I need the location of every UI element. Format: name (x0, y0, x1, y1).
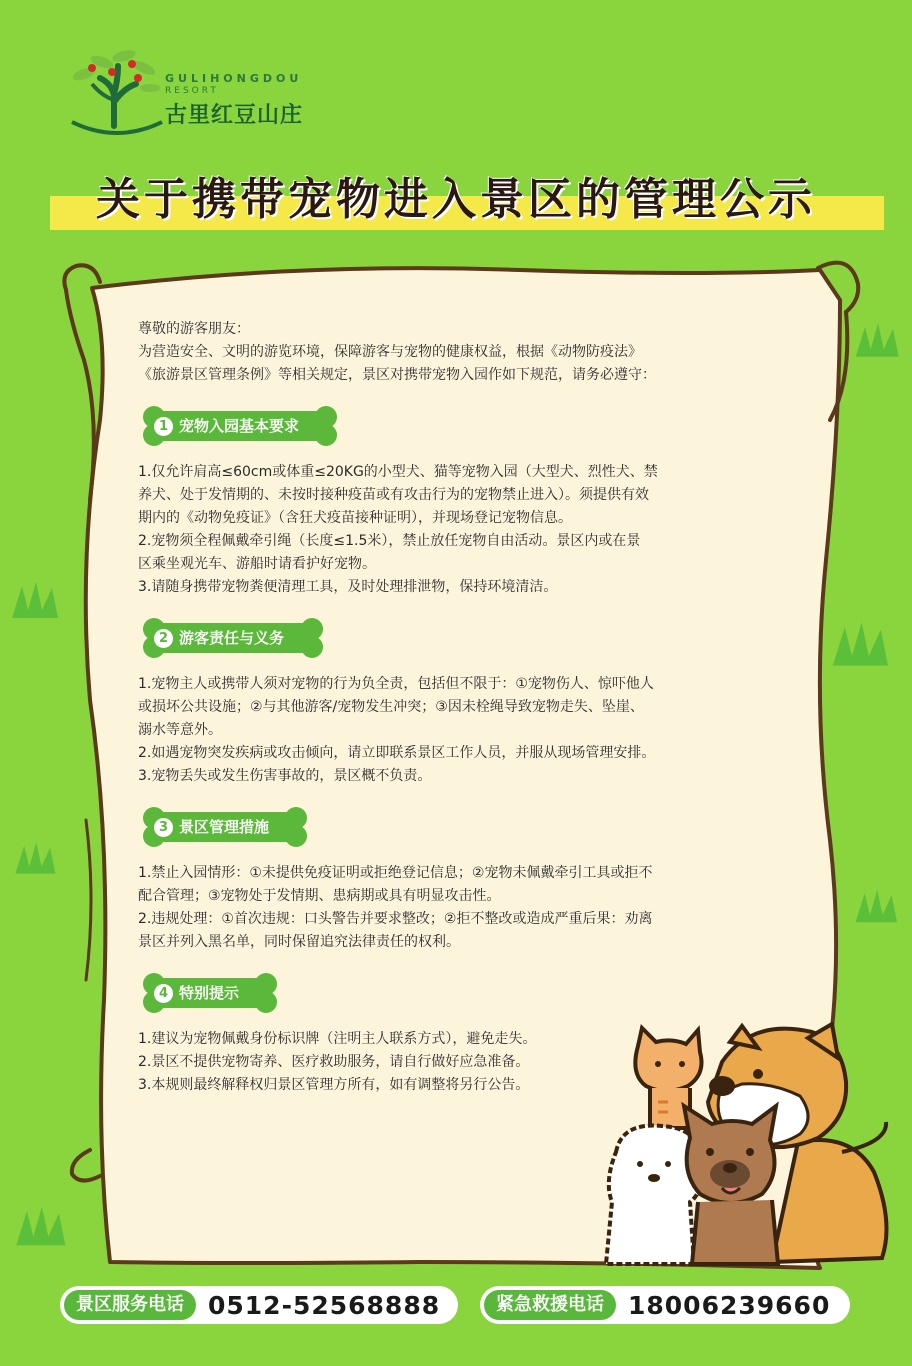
rule-line: 1.建议为宠物佩戴身份标识牌（注明主人联系方式），避免走失。 (138, 1031, 537, 1047)
section-title: 特别提示 (179, 983, 240, 1002)
brand-name-en-sub: RESORT (165, 86, 219, 96)
bulldog-icon (684, 1106, 778, 1264)
rule-line: 2.如遇宠物突发疾病或攻击倾向，请立即联系景区工作人员，并服从现场管理安排。 (138, 745, 656, 761)
section-title: 宠物入园基本要求 (179, 416, 300, 435)
rule-line: 区乘坐观光车、游船时请看护好宠物。 (138, 556, 376, 572)
rule-line: 2.宠物须全程佩戴牵引绳（长度≤1.5米），禁止放任宠物自由活动。景区内或在景 (138, 533, 641, 549)
service-phone-label: 景区服务电话 (64, 1290, 196, 1320)
section-title: 景区管理措施 (179, 817, 270, 836)
rule-line: 景区并列入黑名单，同时保留追究法律责任的权利。 (138, 934, 460, 950)
rule-line: 溺水等意外。 (138, 722, 222, 738)
rule-line: 3.本规则最终解释权归景区管理方所有，如有调整将另行公告。 (138, 1077, 530, 1093)
rule-line: 1.宠物主人或携带人须对宠物的行为负全责，包括但不限于：①宠物伤人、惊吓他人 (138, 676, 654, 692)
section-number: 1 (154, 417, 173, 436)
section-number: 4 (154, 984, 173, 1003)
section-badge-4 (142, 972, 273, 1014)
intro-line: 尊敬的游客朋友： (138, 321, 250, 337)
rule-line: 配合管理；③宠物处于发情期、患病期或具有明显攻击性。 (138, 888, 501, 904)
service-phone-number[interactable]: 0512-52568888 (208, 1290, 441, 1320)
rule-line: 期内的《动物免疫证》（含狂犬疫苗接种证明），并现场登记宠物信息。 (138, 510, 572, 526)
brand-name-cn: 古里红豆山庄 (165, 103, 304, 128)
rule-line: 2.景区不提供宠物寄养、医疗救助服务，请自行做好应急准备。 (138, 1054, 530, 1070)
rule-line: 养犬、处于发情期的、未按时接种疫苗或有攻击行为的宠物禁止进入）。须提供有效 (138, 487, 649, 503)
rescue-phone-label: 紧急救援电话 (484, 1290, 616, 1320)
section-badge-2 (142, 617, 318, 659)
grass-decoration-icon (12, 1204, 76, 1248)
rule-line: 3.请随身携带宠物粪便清理工具，及时处理排泄物，保持环境清洁。 (138, 579, 558, 595)
service-phone-pill (60, 1286, 458, 1324)
pets-illustration (602, 1022, 894, 1270)
section-badge-1 (142, 405, 333, 447)
grass-decoration-icon (12, 838, 64, 878)
grass-decoration-icon (8, 580, 68, 620)
rule-line: 3.宠物丢失或发生伤害事故的，景区概不负责。 (138, 768, 432, 784)
rule-line: 或损坏公共设施；②与其他游客/宠物发生冲突；③因未栓绳导致宠物走失、坠崖、 (138, 699, 644, 715)
rescue-phone-pill (480, 1286, 850, 1324)
section-number: 3 (154, 818, 173, 837)
grass-decoration-icon (826, 620, 902, 668)
rescue-phone-number[interactable]: 18006239660 (628, 1290, 831, 1320)
rule-line: 2.违规处理：①首次违规：口头警告并要求整改；②拒不整改或造成严重后果：劝离 (138, 911, 653, 927)
page-title: 关于携带宠物进入景区的管理公示 (96, 174, 816, 225)
intro-line: 为营造安全、文明的游览环境，保障游客与宠物的健康权益，根据《动物防疫法》 (138, 344, 642, 360)
notice-content (138, 318, 788, 1097)
rule-line: 1.仅允许肩高≤60cm或体重≤20KG的小型犬、猫等宠物入园（大型犬、烈性犬、禁 (138, 464, 658, 480)
section-title: 游客责任与义务 (179, 628, 285, 647)
grass-decoration-icon (852, 886, 906, 926)
grass-decoration-icon (852, 318, 908, 362)
rule-line: 1.禁止入园情形：①未提供免疫证明或拒绝登记信息；②宠物未佩戴牵引工具或拒不 (138, 865, 653, 881)
brand-name-en: GULIHONGDOU (165, 72, 303, 85)
intro-line: 《旅游景区管理条例》等相关规定，景区对携带宠物入园作如下规范，请务必遵守： (138, 367, 656, 383)
section-number: 2 (154, 629, 173, 648)
section-badge-3 (142, 806, 303, 848)
